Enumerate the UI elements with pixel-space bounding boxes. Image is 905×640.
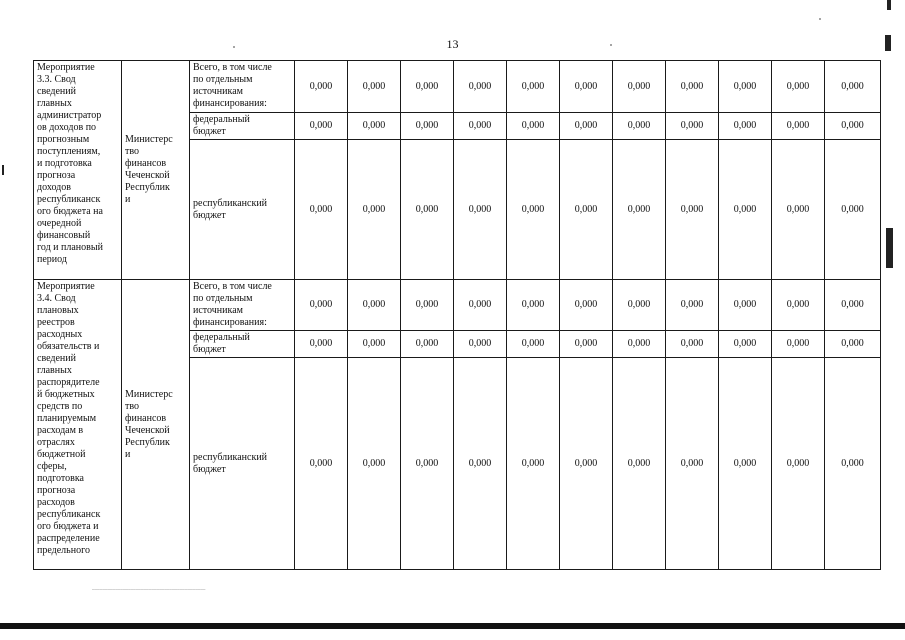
value-cell: 0,000 (613, 331, 666, 358)
value-cell: 0,000 (613, 280, 666, 331)
value-cell: 0,000 (454, 358, 507, 570)
value-cell: 0,000 (560, 280, 613, 331)
funding-type-cell: федеральный бюджет (190, 331, 295, 358)
value-cell: 0,000 (825, 331, 881, 358)
value-cell: 0,000 (348, 113, 401, 140)
value-cell: 0,000 (719, 358, 772, 570)
page-number: 13 (446, 37, 459, 51)
value-cell: 0,000 (401, 61, 454, 113)
value-cell: 0,000 (613, 113, 666, 140)
value-cell: 0,000 (825, 61, 881, 113)
value-cell: 0,000 (719, 331, 772, 358)
scan-edge-mark (885, 35, 891, 51)
value-cell: 0,000 (666, 61, 719, 113)
value-cell: 0,000 (507, 331, 560, 358)
value-cell: 0,000 (507, 61, 560, 113)
scan-edge-mark (887, 0, 891, 10)
value-cell: 0,000 (401, 140, 454, 280)
value-cell: 0,000 (454, 113, 507, 140)
value-cell: 0,000 (454, 61, 507, 113)
value-cell: 0,000 (560, 61, 613, 113)
value-cell: 0,000 (825, 113, 881, 140)
value-cell: 0,000 (454, 331, 507, 358)
value-cell: 0,000 (719, 280, 772, 331)
value-cell: 0,000 (666, 113, 719, 140)
funding-type-cell: республиканский бюджет (190, 140, 295, 280)
measure-cell: Мероприятие 3.3. Свод сведений главных администратор ов доходов по прогнозным поступлениям, и подготовка прогноза доходов республиканск ого бюджета на очередной финансовый год и плановый период (34, 61, 122, 280)
scan-bottom-edge (0, 623, 905, 629)
value-cell: 0,000 (613, 140, 666, 280)
funding-type-cell: Всего, в том числе по отдельным источникам финансирования: (190, 61, 295, 113)
value-cell: 0,000 (666, 331, 719, 358)
value-cell: 0,000 (666, 280, 719, 331)
value-cell: 0,000 (401, 358, 454, 570)
value-cell: 0,000 (454, 280, 507, 331)
value-cell: 0,000 (507, 358, 560, 570)
value-cell: 0,000 (772, 140, 825, 280)
value-cell: 0,000 (613, 61, 666, 113)
value-cell: 0,000 (454, 140, 507, 280)
value-cell: 0,000 (295, 331, 348, 358)
value-cell: 0,000 (666, 358, 719, 570)
budget-table (33, 60, 881, 570)
value-cell: 0,000 (772, 280, 825, 331)
value-cell: 0,000 (295, 61, 348, 113)
value-cell: 0,000 (560, 331, 613, 358)
value-cell: 0,000 (401, 331, 454, 358)
value-cell: 0,000 (295, 113, 348, 140)
value-cell: 0,000 (401, 113, 454, 140)
value-cell: 0,000 (507, 113, 560, 140)
value-cell: 0,000 (613, 358, 666, 570)
value-cell: 0,000 (295, 358, 348, 570)
value-cell: 0,000 (719, 61, 772, 113)
funding-type-cell: Всего, в том числе по отдельным источникам финансирования: (190, 280, 295, 331)
value-cell: 0,000 (507, 280, 560, 331)
value-cell: 0,000 (825, 280, 881, 331)
scan-edge-mark (2, 165, 4, 175)
value-cell: 0,000 (401, 280, 454, 331)
scan-speck (610, 44, 612, 46)
value-cell: 0,000 (719, 140, 772, 280)
scan-footer-path: ──────────────────────────────────────────── (92, 588, 206, 592)
value-cell: 0,000 (348, 358, 401, 570)
value-cell: 0,000 (825, 358, 881, 570)
value-cell: 0,000 (295, 280, 348, 331)
executor-cell: Министерс тво финансов Чеченской Республик и (122, 61, 190, 280)
value-cell: 0,000 (719, 113, 772, 140)
value-cell: 0,000 (295, 140, 348, 280)
value-cell: 0,000 (348, 331, 401, 358)
measure-cell: Мероприятие 3.4. Свод плановых реестров расходных обязательств и сведений главных распорядителе й бюджетных средств по планируемым расходам в отраслях бюджетной сферы, подготовка прогноза расходов республиканск ого бюджета и распределение предельного (34, 280, 122, 570)
value-cell: 0,000 (825, 140, 881, 280)
table-row (34, 61, 881, 113)
value-cell: 0,000 (348, 280, 401, 331)
value-cell: 0,000 (772, 358, 825, 570)
value-cell: 0,000 (772, 61, 825, 113)
value-cell: 0,000 (560, 113, 613, 140)
scan-speck (819, 18, 821, 20)
scan-edge-mark (886, 228, 893, 268)
value-cell: 0,000 (772, 331, 825, 358)
value-cell: 0,000 (666, 140, 719, 280)
value-cell: 0,000 (560, 140, 613, 280)
value-cell: 0,000 (507, 140, 560, 280)
table-row (34, 280, 881, 331)
value-cell: 0,000 (772, 113, 825, 140)
executor-cell: Министерс тво финансов Чеченской Республик и (122, 280, 190, 570)
funding-type-cell: федеральный бюджет (190, 113, 295, 140)
funding-type-cell: республиканский бюджет (190, 358, 295, 570)
value-cell: 0,000 (348, 140, 401, 280)
scan-speck (233, 46, 235, 48)
value-cell: 0,000 (348, 61, 401, 113)
value-cell: 0,000 (560, 358, 613, 570)
